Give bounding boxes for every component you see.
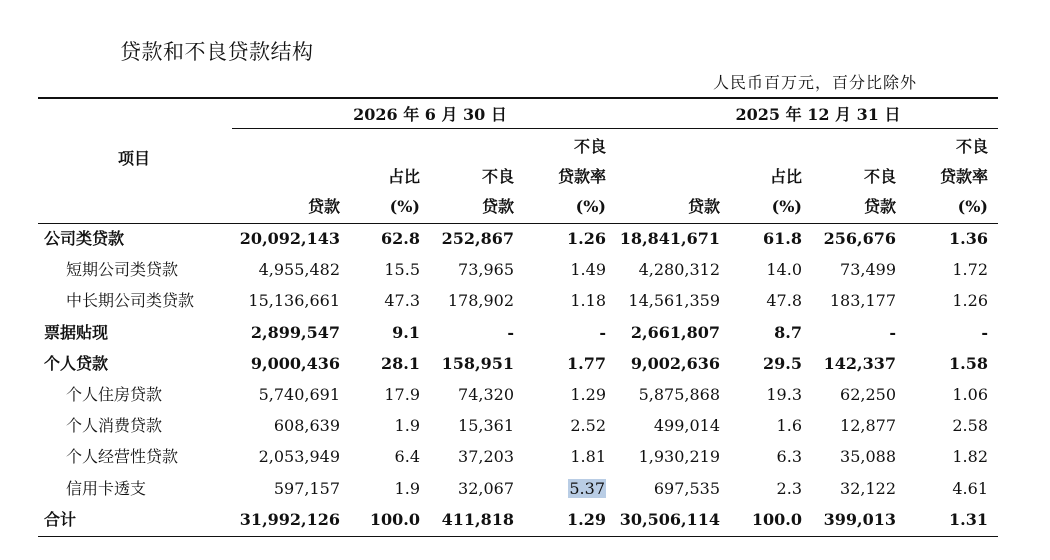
cell-loans-2025: 18,841,671 (619, 229, 720, 248)
cell-nplratio-2025: 1.82 (952, 447, 988, 466)
cell-nplratio-2026: 1.49 (570, 260, 606, 279)
cell-share-2025: 29.5 (763, 354, 802, 373)
cell-loans-2026: 4,955,482 (258, 260, 340, 279)
col-share-header-2-l1: 占比 (769, 167, 802, 186)
row-label: 中长期公司类贷款 (66, 291, 195, 310)
row-label: 信用卡透支 (66, 479, 147, 498)
selected-text-highlight[interactable]: 5.37 (569, 479, 605, 498)
cell-npl-2026: 74,320 (458, 385, 514, 404)
row-label: 票据贴现 (44, 323, 109, 342)
cell-npl-2026: 252,867 (441, 229, 514, 248)
cell-npl-2025: 32,122 (840, 479, 896, 498)
cell-npl-2025: 35,088 (840, 447, 896, 466)
row-label: 个人经营性贷款 (66, 447, 179, 466)
cell-loans-2025: 4,280,312 (638, 260, 720, 279)
cell-share-2025: 61.8 (763, 229, 802, 248)
cell-share-2026: 9.1 (392, 323, 420, 342)
cell-nplratio-2026: 1.29 (567, 510, 606, 529)
cell-share-2025: 47.8 (766, 291, 802, 310)
cell-npl-2025: 73,499 (840, 260, 896, 279)
col-nplratio-header-2-l1: 不良 (955, 137, 988, 156)
cell-share-2025: 6.3 (776, 447, 802, 466)
cell-loans-2026: 9,000,436 (250, 354, 340, 373)
cell-share-2025: 2.3 (776, 479, 802, 498)
cell-loans-2026: 20,092,143 (239, 229, 340, 248)
row-label: 公司类贷款 (44, 229, 125, 248)
cell-nplratio-2026: 1.26 (567, 229, 606, 248)
cell-npl-2025: 142,337 (823, 354, 896, 373)
cell-npl-2025: 12,877 (840, 416, 896, 435)
unit-note: 人民币百万元，百分比除外 (712, 73, 917, 92)
row-label: 短期公司类贷款 (66, 260, 179, 279)
cell-share-2026: 28.1 (381, 354, 420, 373)
period-2025-header: 2025 年 12 月 31 日 (735, 105, 901, 124)
table-bottom-rule (38, 536, 998, 537)
cell-npl-2026: 411,818 (441, 510, 514, 529)
cell-nplratio-2025: 1.06 (952, 385, 988, 404)
cell-loans-2025: 1,930,219 (638, 447, 720, 466)
cell-npl-2026: 158,951 (441, 354, 514, 373)
cell-share-2025: 1.6 (776, 416, 802, 435)
cell-share-2026: 62.8 (381, 229, 420, 248)
cell-share-2026: 15.5 (384, 260, 420, 279)
period-2026-header: 2026 年 6 月 30 日 (353, 105, 507, 124)
cell-npl-2026: 32,067 (458, 479, 514, 498)
col-nplratio-header-l2: 贷款率 (557, 167, 606, 186)
cell-npl-2025: 62,250 (840, 385, 896, 404)
col-npl-header-2-l2: 贷款 (863, 197, 896, 216)
table-top-rule (38, 97, 998, 99)
cell-loans-2026: 5,740,691 (258, 385, 340, 404)
cell-share-2026: 17.9 (384, 385, 420, 404)
cell-npl-2026: - (507, 323, 514, 342)
cell-loans-2025: 30,506,114 (619, 510, 720, 529)
cell-loans-2026: 597,157 (273, 479, 340, 498)
cell-nplratio-2025: 1.36 (949, 229, 988, 248)
cell-share-2026: 1.9 (394, 479, 420, 498)
cell-npl-2026: 15,361 (458, 416, 514, 435)
cell-loans-2026: 31,992,126 (239, 510, 340, 529)
cell-share-2025: 19.3 (766, 385, 802, 404)
col-nplratio-header-l3: (%) (575, 197, 606, 216)
cell-loans-2025: 697,535 (653, 479, 720, 498)
cell-npl-2026: 37,203 (458, 447, 514, 466)
cell-share-2026: 47.3 (384, 291, 420, 310)
cell-loans-2026: 2,053,949 (258, 447, 340, 466)
cell-nplratio-2026: 2.52 (570, 416, 606, 435)
cell-share-2026: 1.9 (394, 416, 420, 435)
row-label: 个人消费贷款 (66, 416, 163, 435)
cell-nplratio-2025: 4.61 (952, 479, 988, 498)
cell-nplratio-2025: 2.58 (952, 416, 988, 435)
cell-loans-2026: 2,899,547 (250, 323, 340, 342)
cell-nplratio-2026 (486, 480, 606, 498)
cell-nplratio-2026: 1.18 (570, 291, 606, 310)
cell-nplratio-2025: - (981, 323, 988, 342)
cell-nplratio-2026: - (599, 323, 606, 342)
cell-npl-2025: 183,177 (829, 291, 896, 310)
col-loans-header-2: 贷款 (687, 197, 720, 216)
cell-loans-2025: 14,561,359 (628, 291, 720, 310)
cell-loans-2025: 5,875,868 (638, 385, 720, 404)
col-npl-header-2-l1: 不良 (863, 167, 896, 186)
cell-share-2026: 100.0 (369, 510, 420, 529)
cell-loans-2025: 2,661,807 (630, 323, 720, 342)
col-share-header-2-l2: (%) (771, 197, 802, 216)
cell-nplratio-2026: 1.77 (567, 354, 606, 373)
cell-loans-2025: 9,002,636 (630, 354, 720, 373)
row-label: 个人住房贷款 (66, 385, 163, 404)
col-nplratio-header-2-l2: 贷款率 (939, 167, 988, 186)
cell-npl-2025: - (889, 323, 896, 342)
cell-npl-2025: 256,676 (823, 229, 896, 248)
cell-nplratio-2025: 1.26 (952, 291, 988, 310)
cell-loans-2026: 15,136,661 (248, 291, 340, 310)
period-underline (232, 128, 998, 129)
cell-share-2025: 8.7 (774, 323, 802, 342)
cell-loans-2026: 608,639 (273, 416, 340, 435)
col-share-header-l2: (%) (389, 197, 420, 216)
cell-nplratio-2025: 1.31 (949, 510, 988, 529)
cell-npl-2026: 178,902 (447, 291, 514, 310)
cell-nplratio-2025: 1.72 (952, 260, 988, 279)
cell-npl-2026: 73,965 (458, 260, 514, 279)
header-bottom-rule (38, 223, 998, 224)
cell-share-2026: 6.4 (394, 447, 420, 466)
cell-share-2025: 14.0 (766, 260, 802, 279)
cell-nplratio-2026: 1.81 (570, 447, 606, 466)
cell-share-2025: 100.0 (751, 510, 802, 529)
page-title: 贷款和不良贷款结构 (120, 40, 314, 64)
col-npl-header-l2: 贷款 (481, 197, 514, 216)
col-loans-header: 贷款 (307, 197, 340, 216)
cell-nplratio-2025: 1.58 (949, 354, 988, 373)
cell-npl-2025: 399,013 (823, 510, 896, 529)
item-header: 项目 (118, 149, 151, 168)
cell-nplratio-2026: 1.29 (570, 385, 606, 404)
col-share-header-l1: 占比 (387, 167, 420, 186)
cell-loans-2025: 499,014 (653, 416, 720, 435)
col-nplratio-header-2-l3: (%) (957, 197, 988, 216)
row-label: 合计 (44, 510, 77, 529)
col-nplratio-header-l1: 不良 (573, 137, 606, 156)
row-label: 个人贷款 (44, 354, 109, 373)
col-npl-header-l1: 不良 (481, 167, 514, 186)
